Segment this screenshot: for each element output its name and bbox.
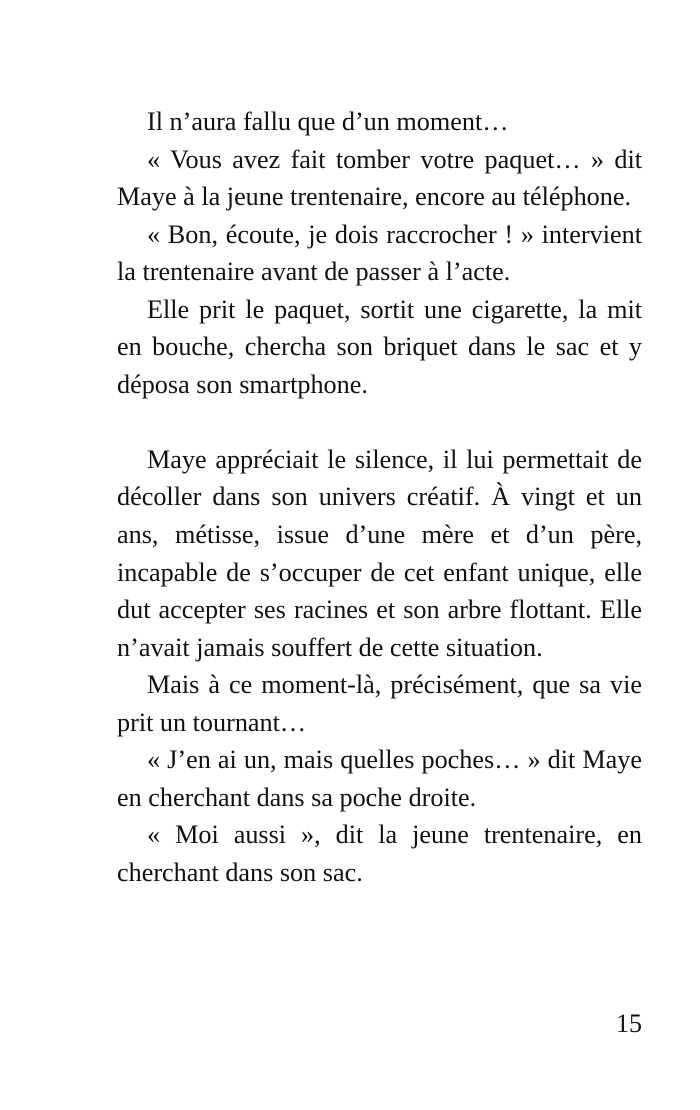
paragraph: « J’en ai un, mais quelles poches… » dit Maye en cherchant dans sa poche droite. — [117, 745, 642, 812]
section-2 — [117, 441, 642, 892]
paragraph: Mais à ce moment-là, précisément, que sa vie prit un tournant… — [117, 670, 642, 737]
paragraph: « Moi aussi », dit la jeune trentenaire, en cherchant dans son sac. — [117, 820, 642, 887]
paragraph: Elle prit le paquet, sortit une cigarette, la mit en bouche, chercha son briquet dans le sac et y déposa son smartphone. — [117, 294, 642, 399]
page-number: 15 — [616, 1009, 642, 1038]
paragraph: « Bon, écoute, je dois raccrocher ! » intervient la trentenaire avant de passer à l’acte. — [117, 219, 642, 287]
paragraph: Maye appréciait le silence, il lui permettait de décoller dans son univers créatif. À vingt et un ans, métisse, issue d’une mère et d’un père, incapable de s’occuper de cet enfant unique, elle dut accepter ses racines et son arbre flottant. Elle n’avait jamais souffert de cette situation. — [117, 444, 642, 662]
book-page-body — [117, 103, 642, 891]
paragraph: « Vous avez fait tomber votre paquet… » dit Maye à la jeune trentenaire, encore au téléphone. — [117, 144, 642, 212]
section-break — [117, 403, 642, 441]
section-1 — [117, 103, 642, 403]
paragraph: Il n’aura fallu que d’un moment… — [147, 107, 509, 136]
